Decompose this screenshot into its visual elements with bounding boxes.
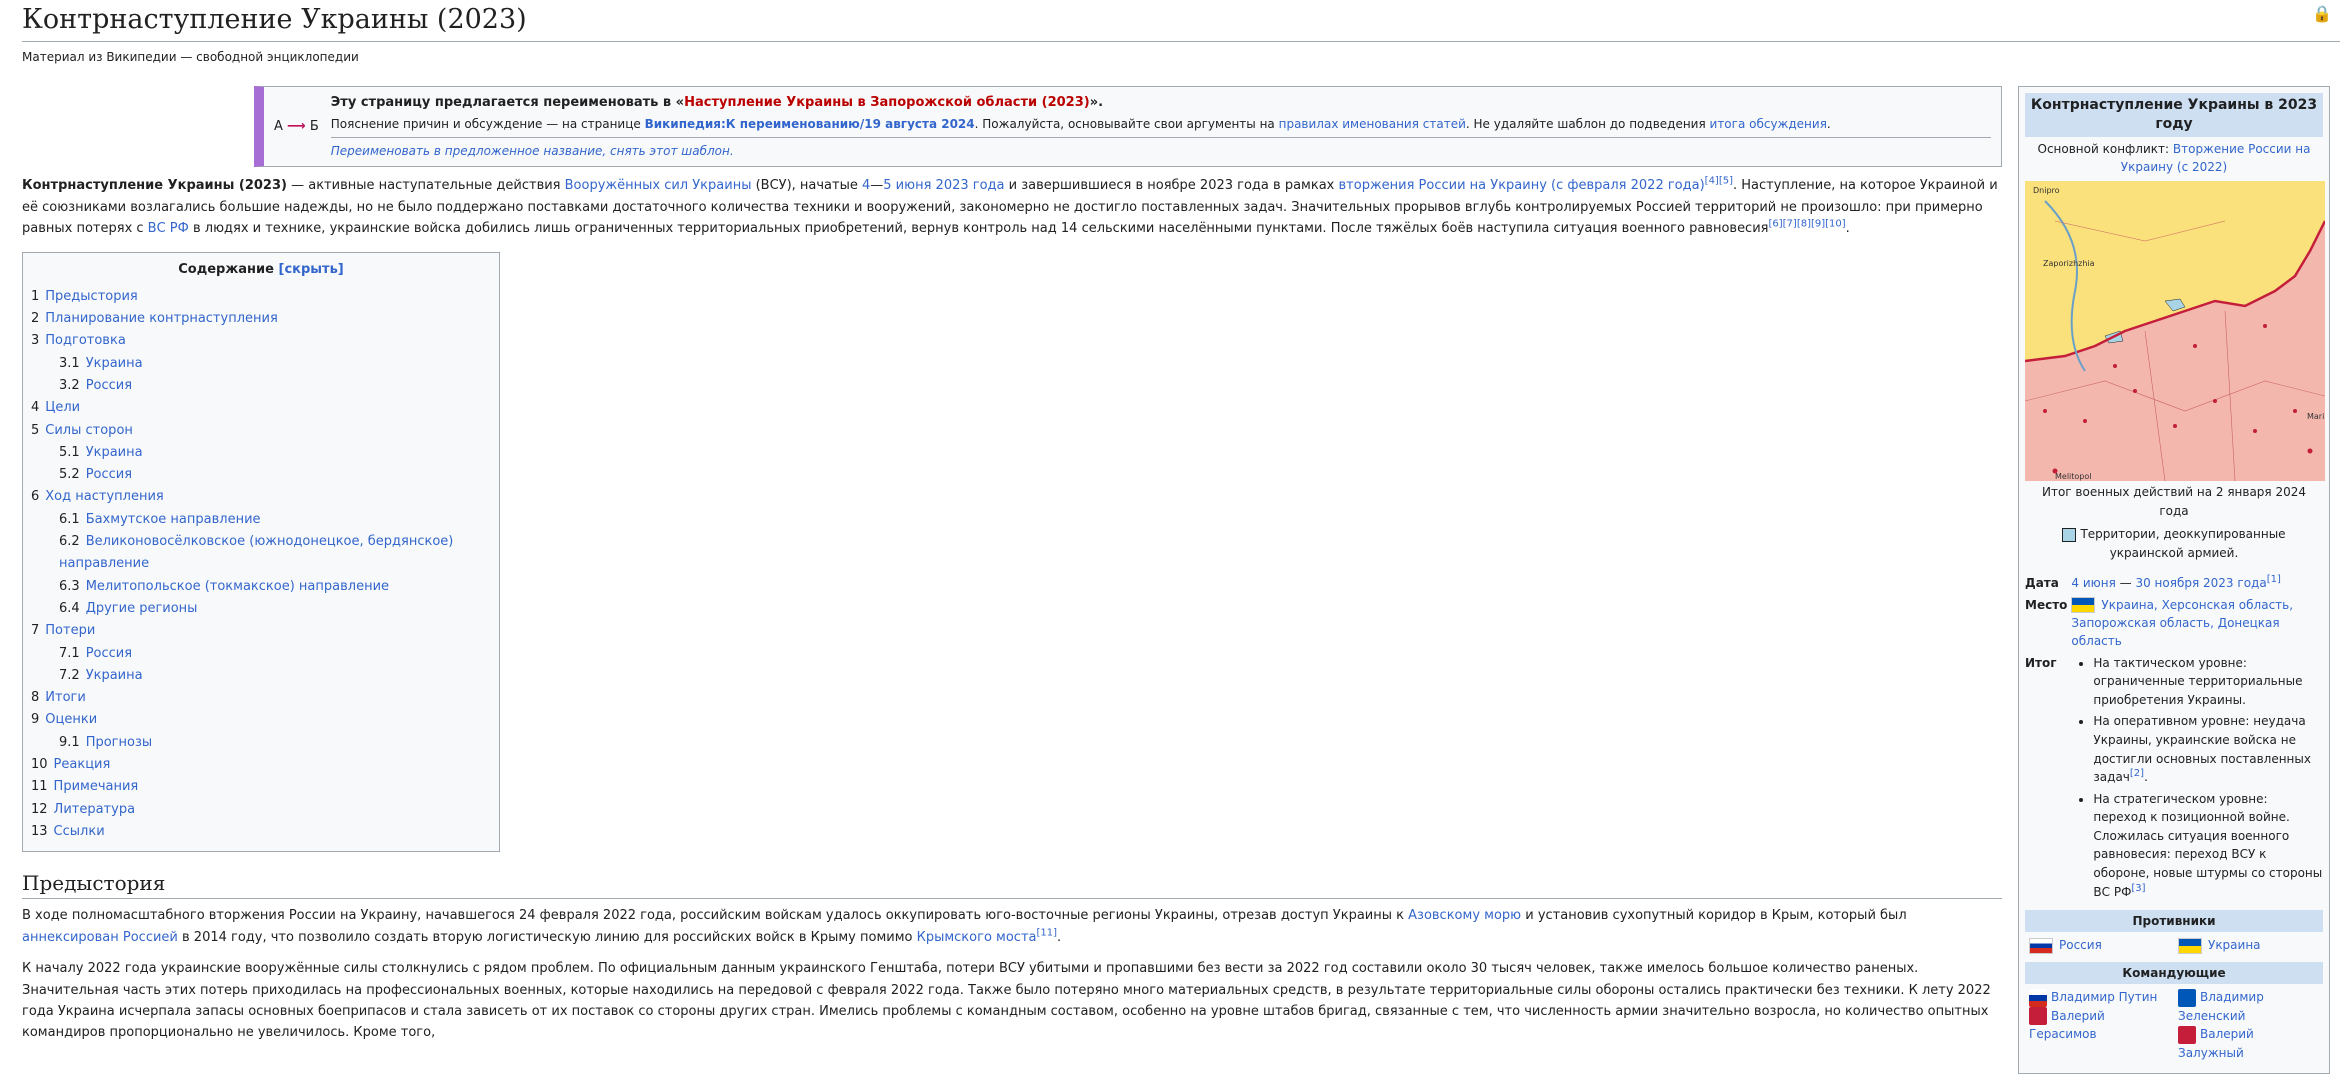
rename-action-link[interactable]: Переименовать в предложенное название, снять этот шаблон.: [330, 143, 734, 158]
rename-icon: А ⟶ Б: [274, 119, 319, 134]
russia-link[interactable]: Россия: [2059, 938, 2102, 953]
toc-item[interactable]: [31, 464, 491, 486]
commander-zaluzhny-link[interactable]: Валерий Залужный: [2178, 1027, 2254, 1061]
infobox-conflict: Основной конфликт: Вторжение России на Украину (с 2022): [2037, 141, 2311, 174]
toc-item-link[interactable]: Мелитопольское (токмакское) направление: [85, 578, 390, 594]
toc-item[interactable]: [31, 709, 491, 731]
toc-item-number: 8: [31, 690, 40, 706]
result-item-operational: • На оперативном уровне: неудача Украины, украинские войска не достигли основных поставленных задач[2].: [2093, 712, 2323, 786]
toc-item-link[interactable]: Силы сторон: [45, 422, 133, 438]
ref-link[interactable]: [2]: [2129, 768, 2145, 780]
toc-item-link[interactable]: Россия: [85, 377, 133, 393]
toc-item-link[interactable]: Ход наступления: [45, 489, 164, 505]
crimean-bridge-link[interactable]: Крымского моста: [916, 929, 1037, 945]
place-value: [2071, 594, 2323, 652]
toc-toggle-link[interactable]: [скрыть]: [278, 261, 344, 277]
toc-item[interactable]: [31, 799, 491, 821]
ref-link[interactable]: [4][5]: [1704, 176, 1734, 187]
toc-item[interactable]: [31, 598, 491, 620]
date-value: 4 июня — 30 ноября 2023 года[1]: [2071, 573, 2281, 590]
russia-flag-icon: [2029, 938, 2053, 954]
toc-item-link[interactable]: Другие регионы: [85, 600, 198, 616]
opponents-band: Противники: [2025, 910, 2323, 932]
toc-item-number: 1: [31, 288, 40, 304]
toc-item-link[interactable]: Итоги: [45, 690, 86, 706]
rename-notice-title: Эту страницу предлагается переименовать в «Наступление Украины в Запорожской области (2023)».: [330, 95, 1104, 110]
ref-link[interactable]: [6][7][8][9][10]: [1768, 218, 1846, 230]
ukraine-flag-icon: [2071, 597, 2095, 613]
opponents-row: [2025, 932, 2323, 958]
toc-item[interactable]: [31, 620, 491, 642]
rename-notice-explanation: Пояснение причин и обсуждение — на странице Википедия:К переименованию/19 августа 2024. Пожалуйста, основывайте свои аргументы на правилах именования статей. Не удаляйте шаблон до подведения итога обсуждения.: [331, 115, 1991, 138]
infobox: [2018, 86, 2330, 1074]
toc-item-number: 5.1: [59, 444, 80, 460]
toc-item-link[interactable]: Россия: [85, 467, 133, 483]
russia-emblem-icon: [2029, 989, 2047, 1007]
russia-mod-emblem-icon: [2029, 1007, 2047, 1025]
ukraine-emblem-icon: [2178, 989, 2196, 1007]
infobox-details: [2025, 572, 2323, 907]
ukraine-armed-forces-link[interactable]: Вооружённых сил Украины: [564, 178, 752, 194]
toc-item[interactable]: [31, 375, 491, 397]
place-links[interactable]: Украина, Херсонская область, Запорожская область, Донецкая область: [2071, 597, 2294, 648]
toc-item-link[interactable]: Ссылки: [53, 823, 105, 839]
toc-item-number: 6: [31, 489, 40, 505]
table-of-contents: [22, 252, 500, 853]
toc-item-number: 9: [31, 712, 40, 728]
date-start-link[interactable]: 4 июня: [2071, 575, 2116, 590]
date-year-link[interactable]: 2023 года: [2203, 575, 2267, 590]
toc-item[interactable]: [31, 531, 491, 576]
toc-item[interactable]: [31, 308, 491, 330]
site-subtitle: Материал из Википедии — свободной энциклопедии: [22, 50, 359, 65]
toc-list: [31, 286, 491, 843]
discussion-page-link[interactable]: Википедия:К переименованию/19 августа 2024: [644, 117, 975, 132]
ref-link[interactable]: [1]: [2266, 573, 2281, 585]
toc-item[interactable]: [31, 821, 491, 843]
toc-item-number: 4: [31, 400, 40, 416]
toc-item[interactable]: [31, 397, 491, 419]
year-link-2023[interactable]: 2023 года: [935, 178, 1005, 194]
ukraine-link[interactable]: Украина: [2208, 938, 2261, 953]
toc-item-number: 3.2: [59, 377, 80, 393]
toc-item-link[interactable]: Великоновосёлковское (южнодонецкое, бердянское) направление: [59, 534, 454, 572]
toc-item-number: 2: [31, 311, 40, 327]
rename-target-link[interactable]: Наступление Украины в Запорожской области (2023): [684, 95, 1090, 110]
result-label: Итог: [2025, 655, 2057, 670]
toc-item[interactable]: [31, 353, 491, 375]
toc-item[interactable]: [31, 442, 491, 464]
rf-armed-forces-link[interactable]: ВС РФ: [147, 221, 189, 237]
ref-link[interactable]: [11]: [1036, 927, 1058, 939]
toc-item-number: 10: [31, 757, 48, 773]
toc-item-link[interactable]: Украина: [85, 667, 143, 683]
date-label: Дата: [2025, 575, 2059, 590]
toc-item-number: 3.1: [59, 355, 80, 371]
result-value: [2071, 652, 2323, 907]
invasion-link[interactable]: вторжения России на Украину (с февраля 2022 года): [1338, 178, 1705, 194]
map-label-mariupol: Mari: [2307, 411, 2325, 421]
section-heading-history: Предыстория: [22, 870, 2002, 899]
date-link-5-june[interactable]: 5 июня: [883, 178, 932, 194]
main-conflict-link[interactable]: Вторжение России на Украину (с 2022): [2120, 141, 2311, 174]
map-label-dnipro: Dnipro: [2033, 185, 2060, 195]
toc-item-link[interactable]: Цели: [45, 400, 81, 416]
toc-item[interactable]: [31, 509, 491, 531]
commander-zelensky-link[interactable]: Владимир Зеленский: [2178, 990, 2264, 1023]
toc-item-number: 11: [31, 779, 48, 795]
commanders-row: [2025, 984, 2323, 1066]
naming-rules-link[interactable]: правилах именования статей: [1278, 117, 1466, 132]
toc-item-link[interactable]: Потери: [45, 623, 96, 639]
toc-item[interactable]: [31, 687, 491, 709]
toc-item-link[interactable]: Предыстория: [45, 288, 138, 304]
toc-item-number: 6.3: [59, 578, 80, 594]
lead-paragraph: Контрнаступление Украины (2023) — активные наступательные действия Вооружённых сил Украины (ВСУ), начатые 4—5 июня 2023 года и завершившиеся в ноябре 2023 года в рамках вторжения России на Украину (с февраля 2022 года)[4][5]. Наступление, на которое Украиной и её союзниками возлагались большие надежды, но не было поддержано поставками достаточного количества техники и вооружений, закономерно не достигло поставленных задач. Значительных прорывов вглубь контролируемых Россией территорий не произошло: при примерно равных потерях с ВС РФ в людях и технике, украинские войска добились лишь ограниченных территориальных приобретений, вернув контроль над 14 сельскими населёнными пунктами. После тяжёлых боёв наступила ситуация военного равновесия[6][7][8][9][10].: [22, 176, 1998, 237]
date-link-4[interactable]: 4: [862, 178, 871, 194]
map-caption: Итог военных действий на 2 января 2024 года: [2042, 484, 2306, 518]
toc-item[interactable]: [31, 420, 491, 442]
commander-putin-link[interactable]: Владимир Путин: [2051, 990, 2158, 1005]
toc-item-number: 6.2: [59, 534, 80, 550]
toc-item-link[interactable]: Примечания: [53, 779, 139, 795]
lock-icon[interactable]: 🔒: [2312, 4, 2332, 23]
toc-item-number: 5.2: [59, 467, 80, 483]
toc-item-link[interactable]: Прогнозы: [85, 734, 153, 750]
toc-item-number: 7: [31, 623, 40, 639]
toc-item[interactable]: [31, 643, 491, 665]
toc-item-number: 6.4: [59, 600, 80, 616]
toc-item-number: 7.2: [59, 667, 80, 683]
toc-item-number: 9.1: [59, 734, 80, 750]
front-line-map[interactable]: [2025, 181, 2325, 481]
toc-item[interactable]: [31, 732, 491, 754]
toc-item-number: 6.1: [59, 511, 80, 527]
infobox-title: Контрнаступление Украины в 2023 году: [2025, 93, 2323, 137]
map-label-melitopol: Melitopol: [2055, 471, 2092, 481]
ukraine-army-emblem-icon: [2178, 1026, 2196, 1044]
place-label: Место: [2025, 597, 2068, 612]
discussion-result-link[interactable]: итога обсуждения: [1709, 117, 1827, 132]
toc-item-link[interactable]: Планирование контрнаступления: [45, 311, 278, 327]
result-item-tactical: • На тактическом уровне: ограниченные территориальные приобретения Украины.: [2093, 654, 2323, 710]
toc-item[interactable]: [31, 330, 491, 352]
toc-item-link[interactable]: Бахмутское направление: [85, 511, 261, 527]
toc-item[interactable]: [31, 576, 491, 598]
toc-item-number: 7.1: [59, 645, 80, 661]
toc-item-link[interactable]: Украина: [85, 444, 143, 460]
toc-item[interactable]: [31, 665, 491, 687]
toc-title: Содержание [скрыть]: [178, 261, 344, 277]
legend-swatch: [2062, 528, 2076, 542]
toc-item-link[interactable]: Россия: [85, 645, 133, 661]
toc-item-number: 13: [31, 823, 48, 839]
toc-item-link[interactable]: Реакция: [53, 757, 111, 773]
toc-item[interactable]: [31, 286, 491, 308]
toc-item[interactable]: [31, 486, 491, 508]
result-item-strategic: • На стратегическом уровне: переход к позиционной войне. Сложилась ситуация военного равновесия: переход ВСУ к обороне, новые штурмы со стороны ВС РФ[3]: [2093, 790, 2323, 902]
toc-item-link[interactable]: Оценки: [45, 712, 98, 728]
history-paragraph-1: В ходе полномасштабного вторжения России на Украину, начавшегося 24 февраля 2022 года, российским войскам удалось оккупировать юго-восточные регионы Украины, отрезав доступ Украины к Азовскому морю и установив сухопутный коридор в Крым, который был аннексирован Россией в 2014 году, что позволило создать вторую логистическую линию для российских войск в Крыму помимо Крымского моста[11].: [22, 908, 1907, 945]
toc-item-number: 5: [31, 422, 40, 438]
date-end-link[interactable]: 30 ноября: [2135, 575, 2200, 590]
ref-link[interactable]: [3]: [2131, 882, 2146, 894]
toc-item-link[interactable]: Украина: [85, 355, 143, 371]
commander-gerasimov-link[interactable]: Валерий Герасимов: [2029, 1008, 2105, 1042]
toc-item-link[interactable]: Подготовка: [45, 333, 126, 349]
ukraine-flag-icon: [2178, 938, 2202, 954]
toc-item-number: 12: [31, 801, 48, 817]
history-paragraph-2: К началу 2022 года украинские вооружённые силы столкнулись с рядом проблем. По официальным данным украинского Генштаба, потери ВСУ убитыми и пропавшими без вести за 2022 год составили около 30 тысяч человек, также имелось большое количество раненых. Значительная часть этих потерь приходилась на профессиональных военных, которые находились на передовой с февраля 2022 года. Также было потеряно много материальных средств, в результате территориальные силы обороны остались практически без техники. К лету 2022 года Украина исчерпала запасы основных боеприпасов и стала зависеть от их поставок со стороны других стран. Имелись проблемы с командным составом, особенно на уровне штабов бригад, связанные с тем, что численность армии значительно возросла, но количество опытных командиров пропорционально не увеличилось. Кроме того,: [22, 961, 1991, 1041]
article-content: [22, 86, 2002, 1044]
page-title: Контрнаступление Украины (2023): [22, 0, 2340, 42]
commanders-band: Командующие: [2025, 962, 2323, 984]
toc-item[interactable]: [31, 754, 491, 776]
azov-sea-link[interactable]: Азовскому морю: [1408, 908, 1522, 924]
annexation-link[interactable]: аннексирован Россией: [22, 929, 178, 945]
toc-item[interactable]: [31, 776, 491, 798]
toc-item-link[interactable]: Литература: [53, 801, 136, 817]
toc-item-number: 3: [31, 333, 40, 349]
map-legend: Территории, деоккупированные украинской армией.: [2025, 523, 2323, 565]
map-label-zaporizhzhia: Zaporizhzhia: [2043, 258, 2095, 268]
rename-notice: [254, 86, 2002, 167]
